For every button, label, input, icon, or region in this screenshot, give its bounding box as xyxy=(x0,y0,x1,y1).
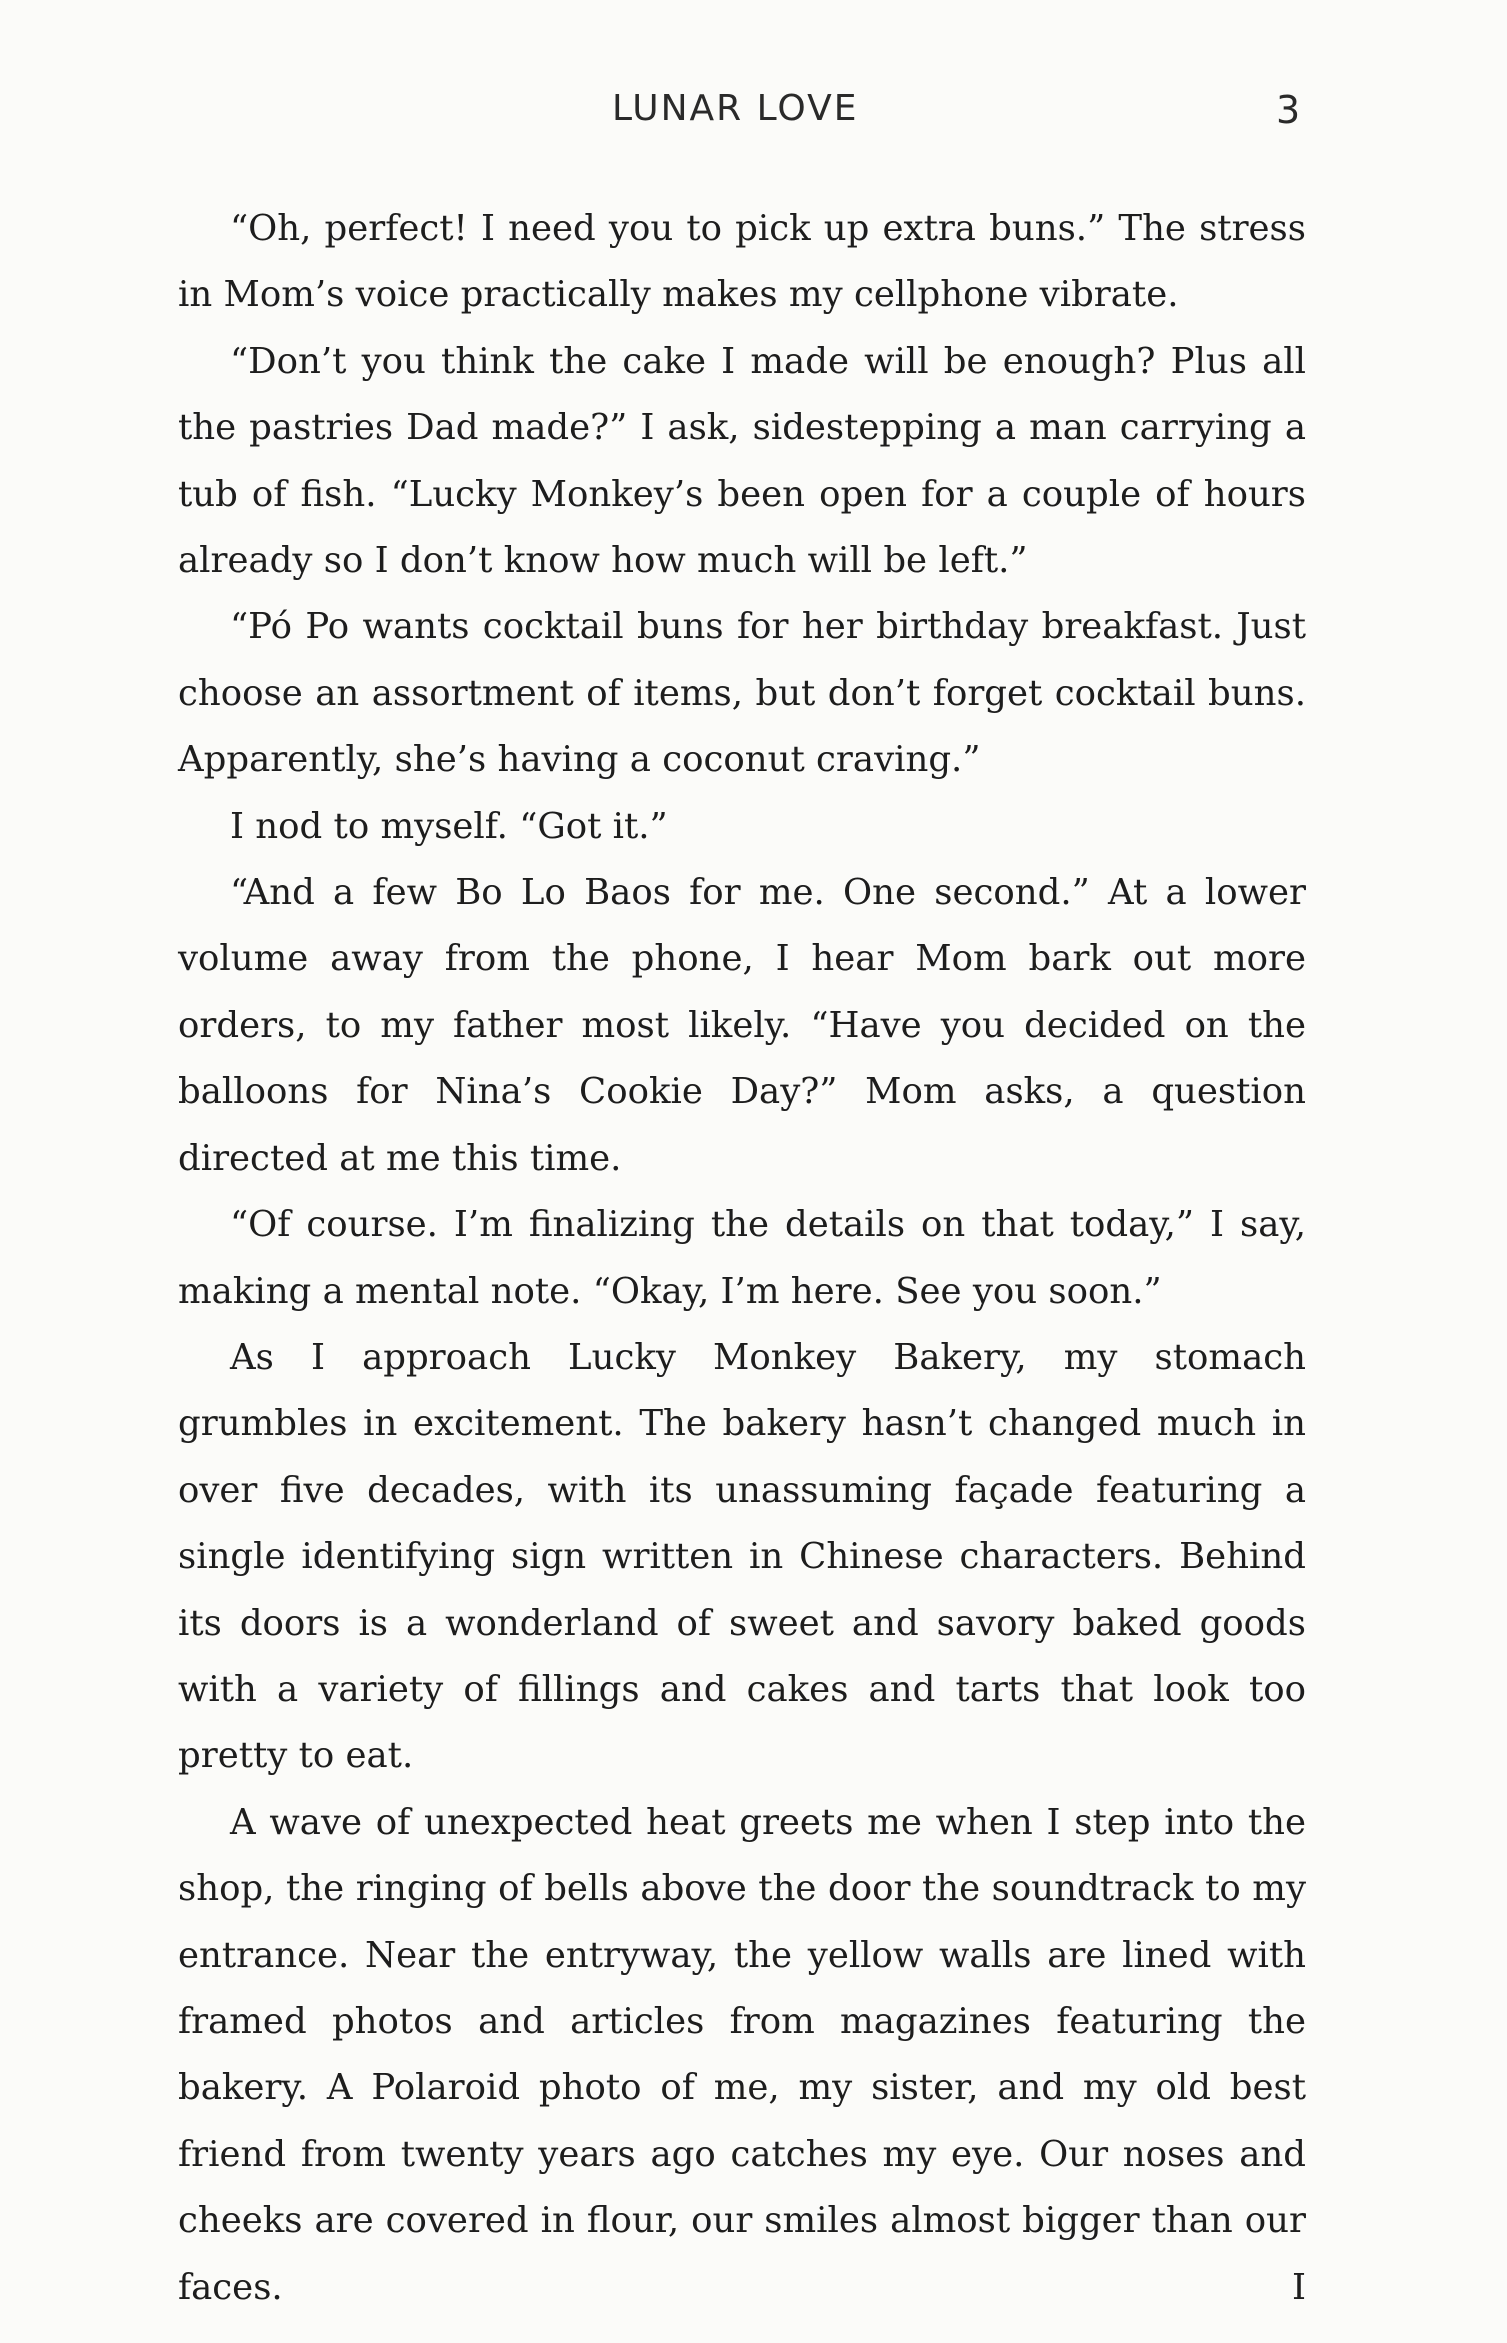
paragraph: “And a few Bo Lo Baos for me. One second.” At a lower volume away from the phone, I hear Mom bark out more orders, to my father most likely. “Have you decided on the balloons for Nina’s Cookie Day?” Mom asks, a question directed at me this time. xyxy=(178,872,1306,1179)
body-text xyxy=(178,196,1306,2321)
paragraph: I nod to myself. “Got it.” xyxy=(230,805,668,847)
paragraph: “Oh, perfect! I need you to pick up extra buns.” The stress in Mom’s voice practically makes my cellphone vibrate. xyxy=(178,208,1306,316)
book-title: LUNAR LOVE xyxy=(612,88,859,129)
paragraph: “Of course. I’m finalizing the details on that today,” I say, making a mental note. “Okay, I’m here. See you soon.” xyxy=(178,1204,1306,1312)
paragraph: “Pó Po wants cocktail buns for her birthday breakfast. Just choose an assortment of items, but don’t forget cocktail buns. Apparently, she’s having a coconut craving.” xyxy=(178,606,1306,781)
paragraph: “Don’t you think the cake I made will be enough? Plus all the pastries Dad made?” I ask, sidestepping a man carrying a tub of fish. “Lucky Monkey’s been open for a couple of hours already so I don’t know how much will be left.” xyxy=(178,340,1306,582)
running-head xyxy=(0,88,1507,138)
paragraph: A wave of unexpected heat greets me when I step into the shop, the ringing of bells above the door the soundtrack to my entrance. Near the entryway, the yellow walls are lined with framed photos and articles from magazines featuring the bakery. A Polaroid photo of me, my sister, and my old best friend from twenty years ago catches my eye. Our noses and cheeks are covered in flour, our smiles almost bigger than our faces. I xyxy=(178,1801,1306,2308)
page-number: 3 xyxy=(1276,88,1301,132)
paragraph: As I approach Lucky Monkey Bakery, my stomach grumbles in excitement. The bakery hasn’t changed much in over five decades, with its unassuming façade featuring a single identifying sign written in Chinese characters. Behind its doors is a wonderland of sweet and savory baked goods with a variety of fillings and cakes and tarts that look too pretty to eat. xyxy=(178,1336,1306,1777)
